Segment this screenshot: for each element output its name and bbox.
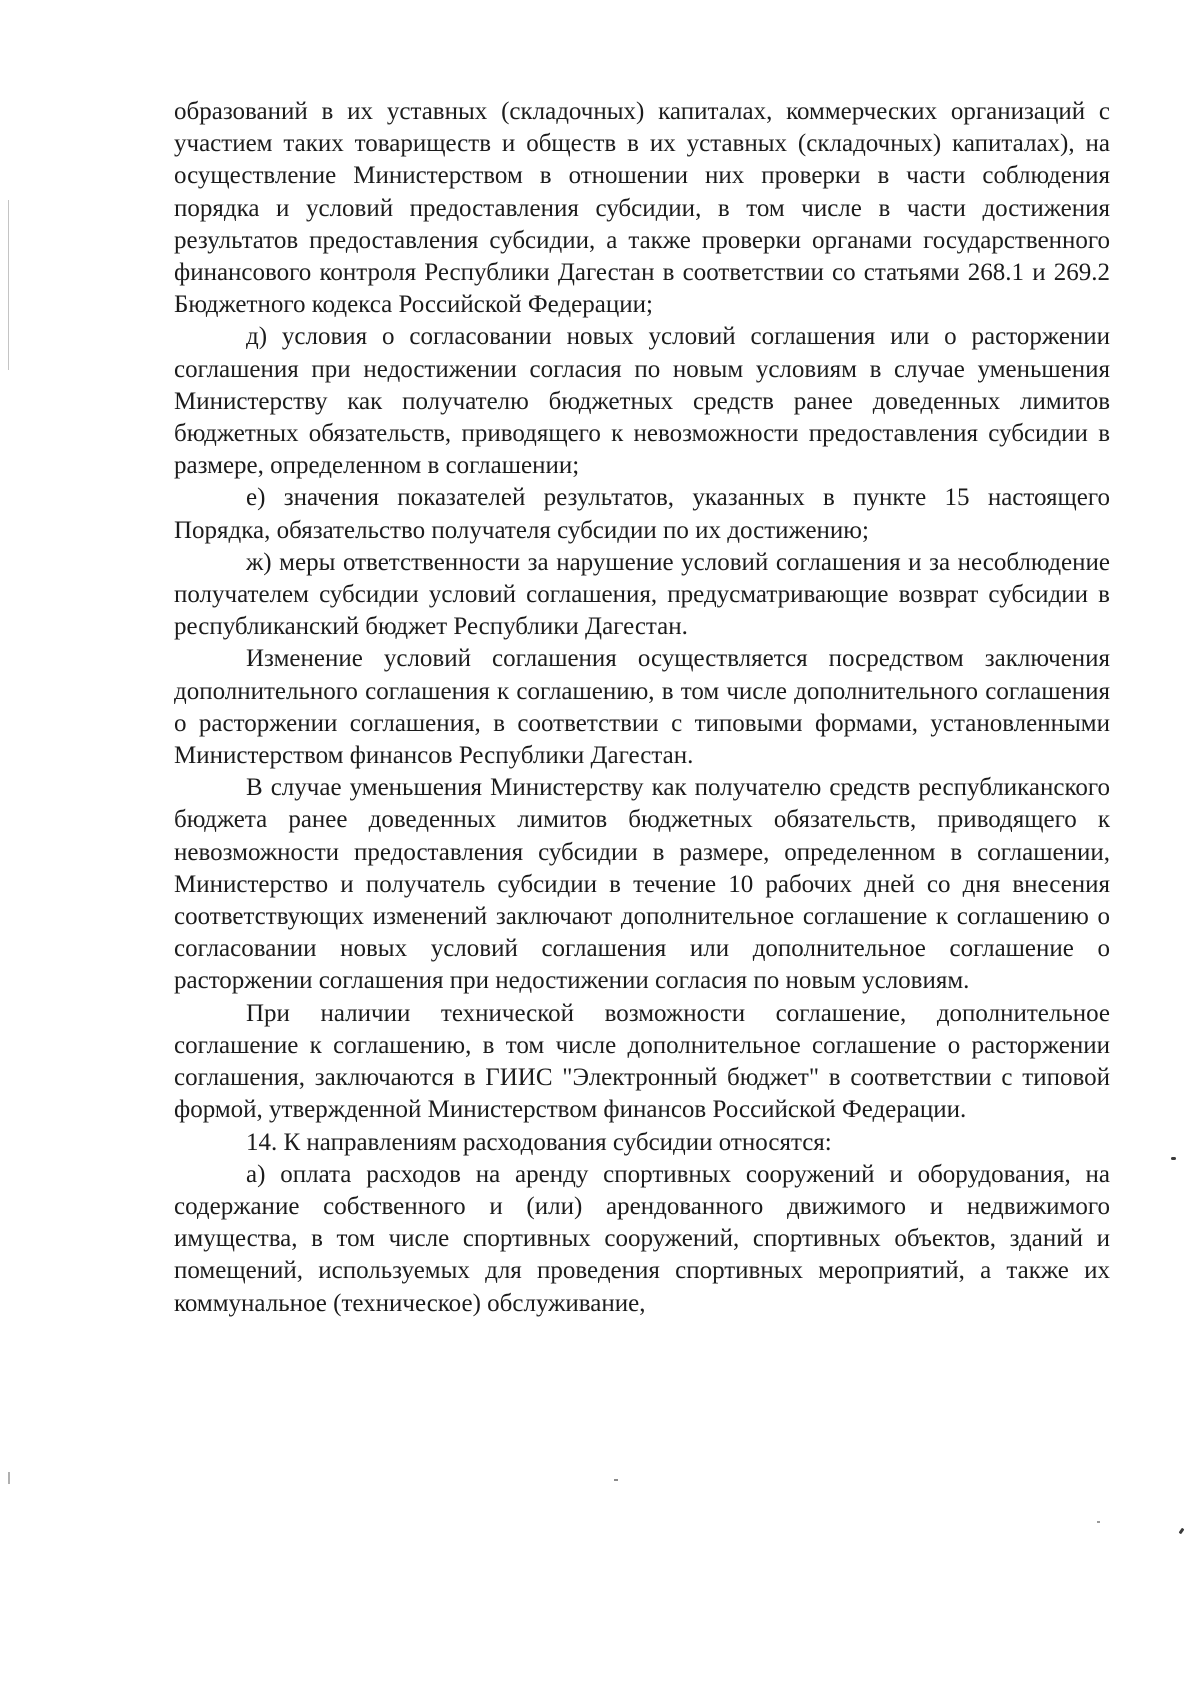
scan-edge-line <box>8 200 9 370</box>
scan-speck <box>1171 1157 1176 1160</box>
paragraph-electronic-budget: При наличии технической возможности соглашение, дополнительное соглашение к соглашению, в том числе дополнительное соглашение о расторжении соглашения, заключаются в ГИИС "Электронный бюджет" в соответствии с типовой формой, утвержденной Министерством финансов Российской Федерации. <box>174 999 1110 1124</box>
scan-speck <box>8 1472 10 1484</box>
paragraph-limit-reduction: В случае уменьшения Министерству как получателю средств республиканского бюджета ранее доведенных лимитов бюджетных обязательств, приводящего к невозможности предоставления субсидии в размере, определенном в соглашении, Министерство и получатель субсидии в течение 10 рабочих дней со дня внесения соответствующих изменений заключают дополнительное соглашение к соглашению о согласовании новых условий соглашения или дополнительное соглашение о расторжении соглашения при недостижении согласия по новым условиям. <box>174 774 1110 995</box>
scan-speck <box>614 1479 618 1481</box>
document-body <box>174 96 1110 1320</box>
paragraph-item-d: д) условия о согласовании новых условий соглашения или о расторжении соглашения при недостижении согласия по новым условиям в случае уменьшения Министерству как получателю бюджетных средств ранее доведенных лимитов бюджетных обязательств, приводящего к невозможности предоставления субсидии в размере, определенном в соглашении; <box>174 323 1110 480</box>
section-14-heading: 14. К направлениям расходования субсидии относятся: <box>246 1128 832 1156</box>
paragraph-amendment: Изменение условий соглашения осуществляется посредством заключения дополнительного соглашения к соглашению, в том числе дополнительного соглашения о расторжении соглашения, в соответствии с типовыми формами, установленными Министерством финансов Республики Дагестан. <box>174 645 1110 770</box>
paragraph-continuation: образований в их уставных (складочных) капиталах, коммерческих организаций с участием таких товариществ и обществ в их уставных (складочных) капиталах), на осуществление Министерством в отношении них проверки в части соблюдения порядка и условий предоставления субсидии, в том числе в части достижения результатов предоставления субсидии, а также проверки органами государственного финансового контроля Республики Дагестан в соответствии со статьями 268.1 и 269.2 Бюджетного кодекса Российской Федерации; <box>174 98 1110 319</box>
paragraph-item-a: а) оплата расходов на аренду спортивных сооружений и оборудования, на содержание собственного и (или) арендованного движимого и недвижимого имущества, в том числе спортивных сооружений, спортивных объектов, зданий и помещений, используемых для проведения спортивных мероприятий, а также их коммунальное (техническое) обслуживание, <box>174 1160 1110 1317</box>
paragraph-item-zh: ж) меры ответственности за нарушение условий соглашения и за несоблюдение получателем субсидии условий соглашения, предусматривающие возврат субсидии в республиканский бюджет Республики Дагестан. <box>174 548 1110 641</box>
scan-speck <box>1179 1528 1185 1535</box>
scan-speck <box>1097 1521 1100 1523</box>
paragraph-item-e: е) значения показателей результатов, указанных в пункте 15 настоящего Порядка, обязательство получателя субсидии по их достижению; <box>174 484 1110 544</box>
